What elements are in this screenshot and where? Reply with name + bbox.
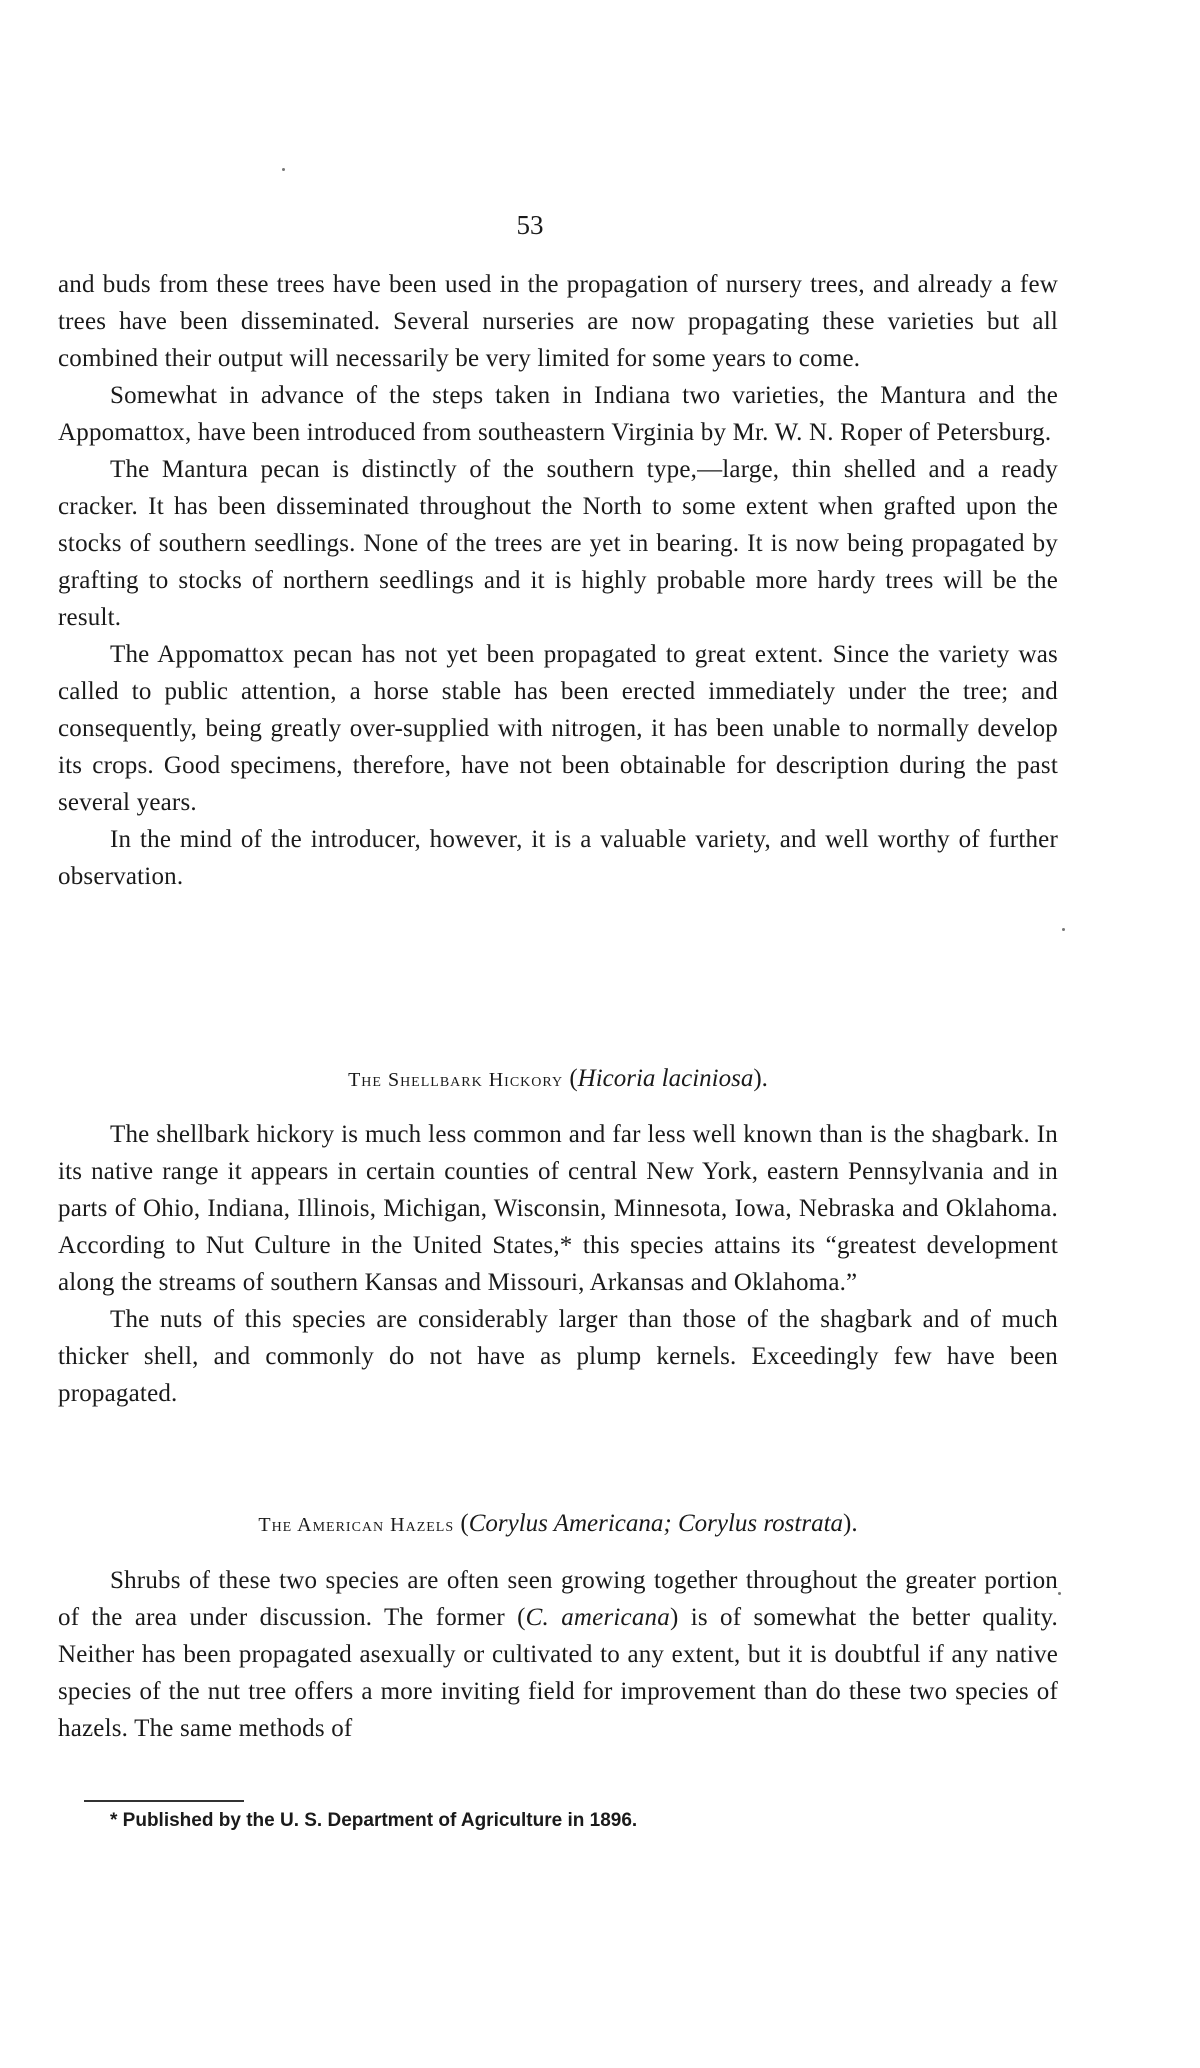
heading-paren-close: ). [843,1510,858,1537]
heading-label: The American Hazels [258,1514,455,1536]
text-block-pecan-varieties [58,266,1058,895]
heading-paren-open: ( [454,1510,469,1537]
paragraph: The Appomattox pecan has not yet been propagated to great extent. Since the variety was called to public attention, a horse stable has been erected immediately under the tree; and consequently, being greatly over-supplied with nitrogen, it has been unable to normally develop its crops. Good specimens, therefore, have not been obtainable for description during the past several years. [58,641,1058,816]
page-number: 53 [516,210,544,240]
heading-scientific-name: Hicoria laciniosa [577,1065,754,1092]
scan-speck [282,168,285,171]
paragraph [58,1562,1058,1747]
heading-scientific-name: Corylus Americana; Corylus rostrata [468,1510,844,1537]
paragraph: and buds from these trees have been used in the propagation of nursery trees, and already a few trees have been disseminated. Several nurseries are now propagating these varieties but all combined their output will necessarily be very limited for some years to come. [58,271,1058,372]
paragraph-text: ) is of somewhat the better quality. Neither has been propagated asexually or cultivated to any extent, but it is doubtful if any native species of the nut tree offers a more inviting field for improvement than do these two species of hazels. The same methods of [58,1604,1059,1742]
heading-paren-open: ( [563,1065,578,1092]
scan-speck [1062,928,1065,931]
text-block-shellbark-hickory [58,1116,1058,1412]
footnote: * Published by the U. S. Department of Agriculture in 1896. [110,1810,638,1831]
heading-label: The Shellbark Hickory [348,1069,564,1091]
paragraph: The shellbark hickory is much less common and far less well known than is the shagbark. In its native range it appears in certain counties of central New York, eastern Pennsylvania and in parts of Ohio, Indiana, Illinois, Michigan, Wisconsin, Minnesota, Iowa, Nebraska and Oklahoma. According to Nut Culture in the United States,* this species attains its “greatest development along the streams of southern Kansas and Missouri, Arkansas and Oklahoma.” [58,1121,1058,1296]
text-block-american-hazels [58,1562,1058,1747]
paragraph-scientific-name: C. americana [525,1604,670,1631]
scan-speck [1058,1592,1061,1595]
paragraph: Somewhat in advance of the steps taken in Indiana two varieties, the Mantura and the Appomattox, have been introduced from southeastern Virginia by Mr. W. N. Roper of Petersburg. [58,382,1058,446]
footnote-divider [84,1800,244,1802]
paragraph-text: Shrubs of these two species are often seen growing together throughout the greater portion of the area under discussion. The former ( [58,1567,1058,1631]
heading-paren-close: ). [753,1065,768,1092]
section-heading-american-hazels [58,1510,1058,1538]
section-heading-shellbark-hickory [58,1065,1058,1093]
paragraph: The nuts of this species are considerably larger than those of the shagbark and of much thicker shell, and commonly do not have as plump kernels. Exceedingly few have been propagated. [58,1306,1058,1407]
paragraph: In the mind of the introducer, however, it is a valuable variety, and well worthy of further observation. [58,826,1058,890]
paragraph: The Mantura pecan is distinctly of the southern type,—large, thin shelled and a ready cracker. It has been disseminated throughout the North to some extent when grafted upon the stocks of southern seedlings. None of the trees are yet in bearing. It is now being propagated by grafting to stocks of northern seedlings and it is highly probable more hardy trees will be the result. [58,456,1058,631]
